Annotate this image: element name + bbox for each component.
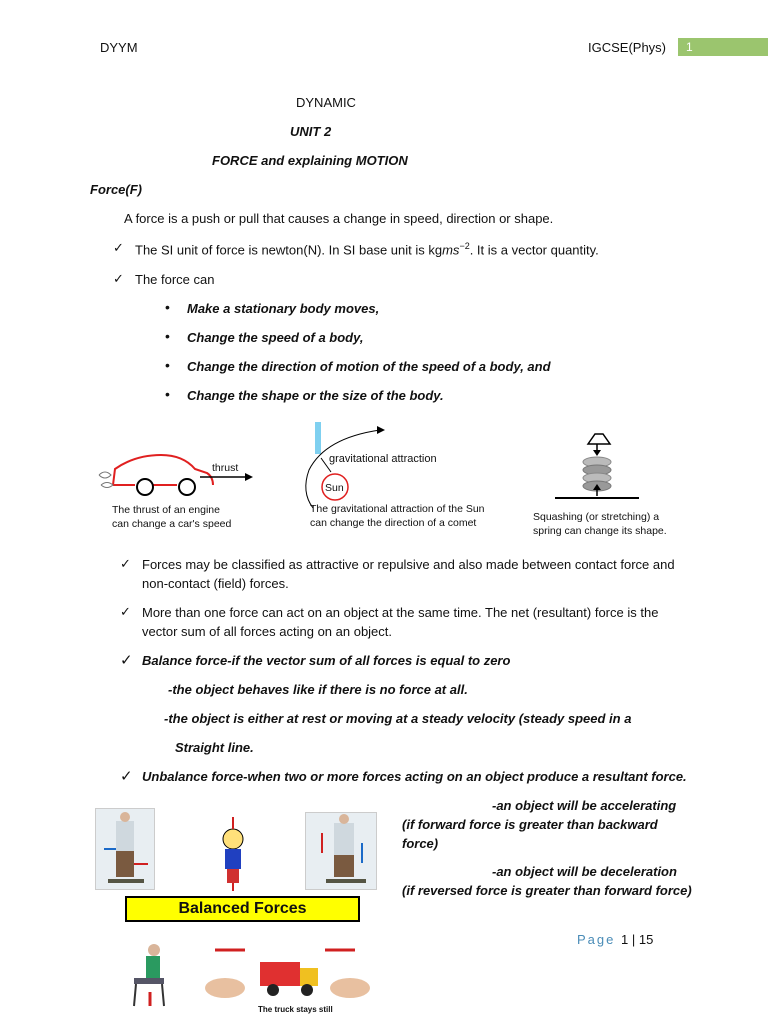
decel-line-1: -an object will be deceleration <box>492 864 677 879</box>
check-icon: ✓ <box>120 556 131 571</box>
check-icon: ✓ <box>120 768 133 785</box>
classified-line-2: non-contact (field) forces. <box>142 576 289 591</box>
page-footer: Page 1 | 15 <box>577 932 654 947</box>
accel-line-2: (if forward force is greater than backward <box>402 817 658 832</box>
si-unit-prefix: The SI unit of force is newton(N). In SI base unit is kg <box>135 242 443 258</box>
page-number-box <box>678 38 768 56</box>
car-caption-1: The thrust of an engine <box>112 504 220 516</box>
classified-line-1: Forces may be classified as attractive or repulsive and also made between contact force and <box>142 557 675 572</box>
comet-caption-1: The gravitational attraction of the Sun <box>310 503 485 515</box>
comet-orbit-illustration <box>295 420 415 515</box>
spring-caption-1: Squashing (or stretching) a <box>533 511 660 523</box>
net-force-line-1: More than one force can act on an object at the same time. The net (resultant) force is the <box>142 605 659 620</box>
truck-caption: The truck stays still <box>258 1005 333 1014</box>
decel-line-2: (if reversed force is greater than forward force) <box>402 883 692 898</box>
car-thrust-illustration <box>95 445 265 505</box>
accel-line-3: force) <box>402 836 439 851</box>
bullet-icon: • <box>165 328 170 344</box>
check-icon: ✓ <box>113 240 124 255</box>
footer-label: Page <box>577 932 616 947</box>
topic-title: DYNAMIC <box>296 95 356 110</box>
bullet-icon: • <box>165 357 170 373</box>
page-number: 1 <box>686 40 693 54</box>
force-can: The force can <box>135 272 215 287</box>
unbalance-force: Unbalance force-when two or more forces acting on an object produce a resultant force. <box>142 769 687 784</box>
gravity-label: gravitational attraction <box>329 453 437 465</box>
person-push-image <box>95 808 155 890</box>
bullet-icon: • <box>165 299 170 315</box>
spring-illustration <box>555 428 645 503</box>
thrust-label: thrust <box>212 462 239 474</box>
effect-item: Change the speed of a body, <box>187 330 364 345</box>
net-force-line-2: vector sum of all forces acting on an object. <box>142 624 393 639</box>
car-caption-2: can change a car's speed <box>112 518 232 530</box>
bullet-icon: • <box>165 386 170 402</box>
footer-current: 1 <box>621 932 629 947</box>
si-unit-symbol: ms <box>442 242 460 258</box>
sun-label: Sun <box>325 482 344 494</box>
si-unit-line <box>135 241 599 257</box>
effect-item: Change the shape or the size of the body. <box>187 388 444 403</box>
comet-caption-2: can change the direction of a comet <box>310 517 477 529</box>
accel-line-1: -an object will be accelerating <box>492 798 677 813</box>
page-subtitle: FORCE and explaining MOTION <box>212 153 408 168</box>
spring-caption-2: spring can change its shape. <box>533 525 667 537</box>
effect-item: Change the direction of motion of the speed of a body, and <box>187 359 551 374</box>
child-skateboard-image <box>205 803 265 891</box>
balanced-forces-banner: Balanced Forces <box>125 896 360 922</box>
person-ground-image <box>305 812 377 890</box>
effect-item: Make a stationary body moves, <box>187 301 380 316</box>
balance-point-b: -the object is either at rest or moving at a steady velocity (steady speed in a <box>164 711 632 726</box>
header-left: DYYM <box>100 40 138 55</box>
footer-total: 15 <box>638 932 654 947</box>
definition: A force is a push or pull that causes a change in speed, direction or shape. <box>124 211 554 226</box>
balance-point-c: Straight line. <box>175 740 254 755</box>
si-unit-suffix: . It is a vector quantity. <box>469 242 599 258</box>
force-heading: Force(F) <box>90 182 142 197</box>
check-icon: ✓ <box>120 652 133 669</box>
unit-title: UNIT 2 <box>290 124 332 139</box>
check-icon: ✓ <box>113 271 124 286</box>
check-icon: ✓ <box>120 604 131 619</box>
chair-person-image <box>118 940 180 1012</box>
header-right: IGCSE(Phys) <box>588 40 667 55</box>
balance-force: Balance force-if the vector sum of all forces is equal to zero <box>142 653 511 668</box>
balance-point-a: -the object behaves like if there is no force at all. <box>168 682 468 697</box>
si-unit-exponent: −2 <box>459 241 470 251</box>
